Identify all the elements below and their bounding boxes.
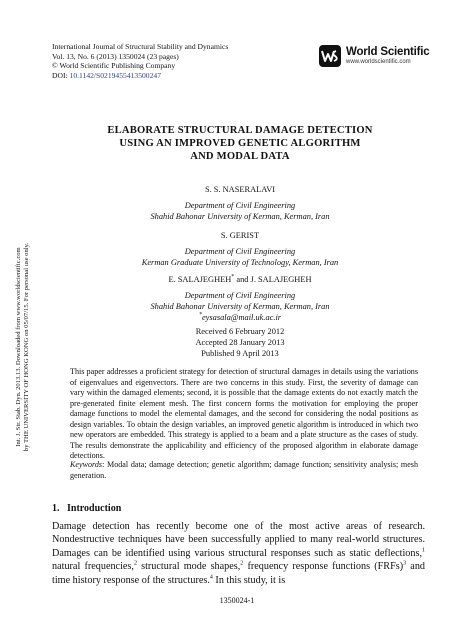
published-date: Published 9 April 2013 (201, 349, 279, 358)
journal-name: International Journal of Structural Stability and Dynamics (52, 42, 229, 51)
author-name: S. GERIST (220, 231, 260, 240)
abstract-text: This paper addresses a proficient strategy for detection of structural damages in details using the variations of eigenvalues and eigenvectors. There are two concerns in this study. First, the severity of damage can vary within the damaged elements; second, it is possible that the damage extents do not exactly match the pre-generated finite element mesh. The first concern forms the motivation for employing the proper damage functions to model the elemental damages, and the second for considering the nodal positions as design variables. To obtain the design variables, an improved genetic algorithm is introduced in which two new operators are embedded. This strategy is applied to a beam and a plate structure as the cases of study. The results demonstrate the applicability and efficiency of the proposed algorithm in elaborate damage detections. (70, 367, 418, 461)
world-scientific-logo-icon (318, 44, 342, 68)
publisher-url: www.worldscientific.com (346, 59, 411, 65)
citation-ref[interactable]: 1 (422, 547, 425, 554)
journal-volume: Vol. 13, No. 6 (2013) 1350024 (23 pages) (52, 51, 179, 61)
author-affiliation: Shahid Bahonar University of Kerman, Kerman, Iran (150, 302, 330, 311)
author-block-1 (40, 184, 440, 222)
author-names: E. SALAJEGHEH* and J. SALAJEGHEH (168, 274, 312, 284)
citation-ref[interactable]: 3 (403, 560, 407, 567)
corresponding-mark: * (231, 274, 235, 281)
copyright-line: © World Scientific Publishing Company (52, 61, 176, 71)
paper-title (40, 124, 440, 163)
author-email[interactable]: *eysasala@mail.uk.ac.ir (198, 312, 282, 322)
publication-dates (40, 326, 440, 359)
download-side-note (3, 182, 43, 512)
author-department: Department of Civil Engineering (184, 291, 296, 300)
citation-ref[interactable]: 2 (133, 560, 137, 567)
author-name: S. S. NASERALAVI (204, 185, 276, 194)
keywords-label: Keywords (70, 460, 103, 469)
author-department: Department of Civil Engineering (184, 247, 296, 256)
side-note-line-2: by THE UNIVERSITY OF HONG KONG on 05/07/15. For personal use only. (23, 242, 30, 452)
author-affiliation: Kerman Graduate University of Technology, Kerman, Iran (141, 258, 339, 267)
author-block-2 (40, 230, 440, 268)
keywords-list: : Modal data; damage detection; genetic algorithm; damage function; sensitivity analysis; mesh generation. (70, 460, 418, 480)
doi-link[interactable]: 10.1142/S0219455413500247 (69, 70, 161, 80)
keywords (70, 460, 418, 481)
author-affiliation: Shahid Bahonar University of Kerman, Kerman, Iran (150, 212, 330, 221)
section-heading: 1. Introduction (52, 503, 122, 514)
citation-ref[interactable]: 4 (209, 574, 213, 581)
received-date: Received 6 February 2012 (195, 327, 285, 336)
journal-header (52, 42, 228, 80)
author-block-3 (40, 274, 440, 323)
title-line-2: USING AN IMPROVED GENETIC ALGORITHM (119, 138, 361, 149)
title-line-1: ELABORATE STRUCTURAL DAMAGE DETECTION (107, 125, 373, 136)
publisher-name: World Scientific (346, 46, 430, 58)
doi-line (52, 71, 228, 81)
citation-ref[interactable]: 2 (240, 560, 244, 567)
publisher-logo[interactable] (318, 44, 448, 70)
page-number: 1350024-1 (219, 596, 255, 605)
introduction-paragraph: Damage detection has recently become one of the most active areas of research. Nondestructive techniques have been successfully applied to many real-world structures. Damages can be identified using various structural responses such as static deflections,$^1$ natural frequencies,$^2$ structural mode shapes,$^2$ frequency response functions (FRFs)$^3$ and time history response of the structures.$^4$ In this study, it is (52, 521, 426, 586)
title-line-3: AND MODAL DATA (190, 151, 290, 162)
accepted-date: Accepted 28 January 2013 (195, 338, 285, 347)
side-note-line-1: Int. J. Str. Stab. Dyn. 2013.13. Downloaded from www.worldscientific.com (15, 247, 22, 447)
doi-label: DOI: (52, 70, 68, 80)
author-department: Department of Civil Engineering (184, 201, 296, 210)
